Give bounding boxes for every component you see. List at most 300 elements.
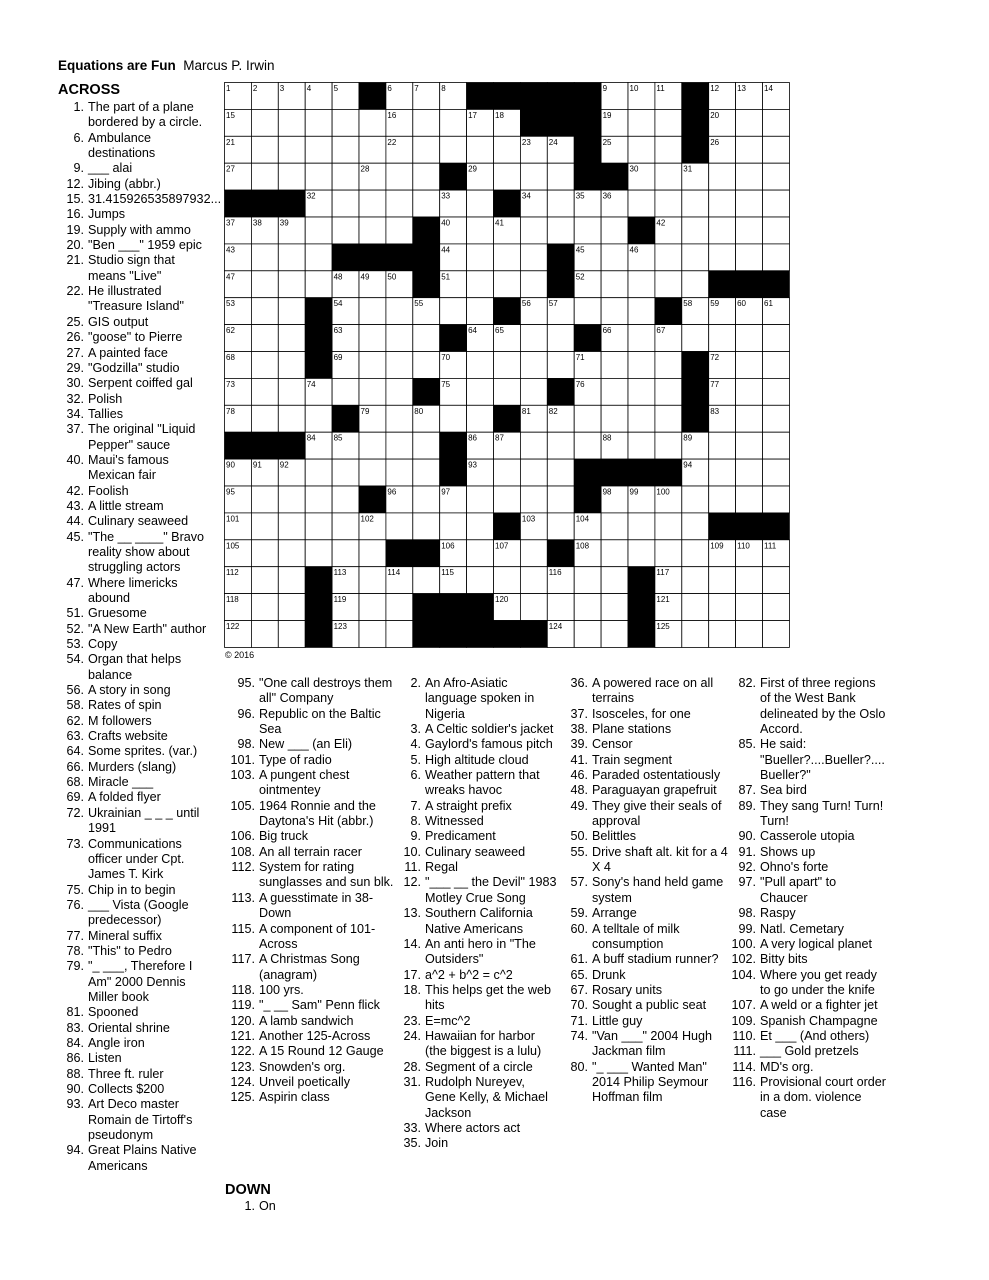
grid-cell[interactable] <box>709 432 736 459</box>
grid-cell[interactable] <box>467 405 494 432</box>
cell-number: 99 <box>629 487 639 497</box>
grid-cell[interactable] <box>467 217 494 244</box>
grid-cell[interactable] <box>332 513 359 540</box>
grid-cell[interactable] <box>601 540 628 567</box>
grid-cell[interactable] <box>736 217 763 244</box>
grid-cell[interactable] <box>494 163 521 190</box>
clue-number: 26. <box>66 330 84 345</box>
grid-cell[interactable] <box>547 352 574 379</box>
grid-cell[interactable] <box>763 325 790 352</box>
grid-cell[interactable] <box>655 405 682 432</box>
clue-number: 124. <box>230 1074 255 1089</box>
grid-cell[interactable] <box>332 109 359 136</box>
grid-cell[interactable] <box>386 459 413 486</box>
grid-cell[interactable] <box>413 432 440 459</box>
clue-text: Regal <box>425 860 458 875</box>
grid-cell[interactable] <box>278 540 305 567</box>
grid-cell[interactable] <box>305 163 332 190</box>
grid-cell[interactable] <box>682 217 709 244</box>
clue-text: "_ ___ Wanted Man" 2014 Philip Seymour Hoffman film <box>592 1059 709 1105</box>
grid-cell[interactable] <box>655 432 682 459</box>
cell-number: 14 <box>764 84 773 93</box>
grid-cell[interactable] <box>278 298 305 325</box>
grid-cell[interactable] <box>332 190 359 217</box>
grid-cell[interactable] <box>359 567 386 594</box>
grid-cell[interactable] <box>467 190 494 217</box>
grid-cell[interactable] <box>467 352 494 379</box>
grid-cell[interactable] <box>682 486 709 513</box>
clue-item <box>58 161 214 176</box>
grid-cell[interactable] <box>628 352 655 379</box>
grid-cell[interactable] <box>520 594 547 621</box>
block-cell <box>251 190 278 217</box>
clue-number: 69. <box>66 790 84 805</box>
clue-number: 93. <box>66 1097 84 1112</box>
grid-cell[interactable] <box>520 540 547 567</box>
grid-cell[interactable] <box>440 298 467 325</box>
grid-cell[interactable] <box>440 405 467 432</box>
block-cell <box>547 244 574 271</box>
grid-cell[interactable] <box>547 432 574 459</box>
grid-cell[interactable] <box>736 405 763 432</box>
grid-cell[interactable] <box>278 378 305 405</box>
grid-cell[interactable] <box>655 136 682 163</box>
grid-cell[interactable] <box>278 109 305 136</box>
grid-cell[interactable] <box>413 352 440 379</box>
cell-number: 35 <box>575 191 585 201</box>
grid-cell[interactable] <box>494 352 521 379</box>
clue-item <box>398 860 558 875</box>
block-cell <box>440 621 467 648</box>
grid-cell[interactable] <box>467 271 494 298</box>
grid-cell[interactable] <box>413 163 440 190</box>
grid-cell[interactable] <box>332 378 359 405</box>
clue-number: 79. <box>66 959 84 974</box>
grid-cell[interactable] <box>278 244 305 271</box>
clue-text: "Godzilla" studio <box>88 360 180 375</box>
grid-cell[interactable] <box>305 136 332 163</box>
grid-cell[interactable] <box>763 621 790 648</box>
grid-cell[interactable] <box>520 352 547 379</box>
grid-cell[interactable] <box>251 298 278 325</box>
grid-cell[interactable] <box>305 459 332 486</box>
clue-item <box>566 875 728 906</box>
cell-number: 83 <box>710 406 720 416</box>
grid-cell[interactable] <box>251 109 278 136</box>
grid-cell[interactable] <box>520 271 547 298</box>
grid-cell[interactable] <box>251 594 278 621</box>
grid-cell[interactable] <box>413 486 440 513</box>
grid-cell[interactable] <box>628 136 655 163</box>
grid-cell[interactable] <box>278 486 305 513</box>
grid-cell[interactable] <box>763 109 790 136</box>
grid-cell[interactable] <box>278 594 305 621</box>
grid-cell[interactable] <box>494 271 521 298</box>
grid-cell[interactable] <box>655 352 682 379</box>
grid-cell[interactable] <box>305 217 332 244</box>
grid-cell[interactable] <box>574 594 601 621</box>
grid-cell[interactable] <box>305 513 332 540</box>
grid-cell[interactable] <box>601 352 628 379</box>
grid-cell[interactable] <box>547 217 574 244</box>
grid-cell[interactable] <box>413 325 440 352</box>
grid-cell[interactable] <box>332 540 359 567</box>
grid-cell[interactable] <box>736 352 763 379</box>
grid-cell[interactable] <box>547 325 574 352</box>
grid-cell[interactable] <box>709 621 736 648</box>
grid-cell[interactable] <box>520 378 547 405</box>
clue-number: 67. <box>570 982 588 997</box>
grid-cell[interactable] <box>251 325 278 352</box>
block-cell <box>440 459 467 486</box>
grid-cell[interactable] <box>628 378 655 405</box>
grid-cell[interactable] <box>601 298 628 325</box>
grid-cell[interactable] <box>413 190 440 217</box>
grid-cell[interactable] <box>251 163 278 190</box>
clue-item <box>398 768 558 799</box>
grid-cell[interactable] <box>709 217 736 244</box>
grid-cell[interactable] <box>413 459 440 486</box>
grid-cell[interactable] <box>655 378 682 405</box>
clue-text: Hawaiian for harbor (the biggest is a lulu) <box>425 1028 542 1059</box>
grid-cell[interactable] <box>278 163 305 190</box>
grid-cell[interactable] <box>547 459 574 486</box>
clue-text: Censor <box>592 737 633 752</box>
clue-text: Spooned <box>88 1005 139 1020</box>
grid-cell[interactable] <box>628 405 655 432</box>
grid-cell[interactable] <box>763 217 790 244</box>
grid-cell[interactable] <box>386 594 413 621</box>
clue-text: Miracle ___ <box>88 775 154 790</box>
grid-cell[interactable] <box>386 217 413 244</box>
grid-cell[interactable] <box>494 459 521 486</box>
grid-cell[interactable] <box>467 540 494 567</box>
grid-cell[interactable] <box>278 325 305 352</box>
grid-cell[interactable] <box>601 405 628 432</box>
grid-cell[interactable] <box>251 486 278 513</box>
cell-number: 110 <box>737 541 750 551</box>
grid-cell[interactable] <box>386 405 413 432</box>
grid-cell[interactable] <box>305 540 332 567</box>
grid-cell[interactable] <box>467 244 494 271</box>
grid-cell[interactable] <box>601 621 628 648</box>
grid-cell[interactable] <box>520 244 547 271</box>
grid-cell[interactable] <box>736 109 763 136</box>
grid-cell[interactable] <box>467 567 494 594</box>
grid-cell[interactable] <box>709 459 736 486</box>
grid-cell[interactable] <box>359 594 386 621</box>
grid-cell[interactable] <box>628 109 655 136</box>
grid-cell[interactable] <box>682 594 709 621</box>
grid-cell[interactable] <box>736 378 763 405</box>
block-cell <box>547 540 574 567</box>
grid-cell[interactable] <box>709 325 736 352</box>
clue-number: 77. <box>66 928 84 943</box>
grid-cell[interactable] <box>413 567 440 594</box>
grid-cell[interactable] <box>763 352 790 379</box>
block-cell <box>574 83 601 110</box>
clue-text: Gruesome <box>88 606 147 621</box>
grid-cell[interactable] <box>628 325 655 352</box>
grid-cell[interactable] <box>520 567 547 594</box>
grid-cell[interactable] <box>655 513 682 540</box>
grid-cell[interactable] <box>386 513 413 540</box>
grid-cell[interactable] <box>682 621 709 648</box>
grid-cell[interactable] <box>278 352 305 379</box>
grid-cell[interactable] <box>601 567 628 594</box>
grid-cell[interactable] <box>251 378 278 405</box>
grid-cell[interactable] <box>359 325 386 352</box>
grid-cell[interactable] <box>467 378 494 405</box>
grid-cell[interactable] <box>440 109 467 136</box>
grid-cell[interactable] <box>251 136 278 163</box>
clue-item <box>58 760 214 775</box>
grid-cell[interactable] <box>628 540 655 567</box>
grid-cell[interactable] <box>628 513 655 540</box>
grid-cell[interactable] <box>251 352 278 379</box>
grid-cell[interactable] <box>547 163 574 190</box>
clue-number: 18. <box>403 982 421 997</box>
grid-cell[interactable] <box>305 271 332 298</box>
grid-cell[interactable] <box>494 567 521 594</box>
grid-cell[interactable] <box>547 594 574 621</box>
grid-cell[interactable] <box>440 513 467 540</box>
clue-text: The part of a plane bordered by a circle. <box>88 100 203 130</box>
clue-item <box>58 238 214 253</box>
grid-cell[interactable] <box>494 136 521 163</box>
cell-number: 23 <box>521 137 531 147</box>
grid-cell[interactable] <box>709 244 736 271</box>
grid-cell[interactable] <box>520 325 547 352</box>
grid-cell[interactable] <box>359 459 386 486</box>
grid-cell[interactable] <box>736 567 763 594</box>
block-cell <box>225 190 252 217</box>
clue-text: Culinary seaweed <box>425 844 526 859</box>
grid-cell[interactable] <box>332 217 359 244</box>
grid-cell[interactable] <box>709 567 736 594</box>
grid-cell[interactable] <box>440 136 467 163</box>
grid-cell[interactable] <box>601 244 628 271</box>
grid-cell[interactable] <box>763 594 790 621</box>
grid-cell[interactable] <box>332 163 359 190</box>
grid-cell[interactable] <box>359 378 386 405</box>
grid-cell[interactable] <box>682 513 709 540</box>
grid-cell[interactable] <box>305 109 332 136</box>
cell-number: 64 <box>468 326 478 336</box>
grid-cell[interactable] <box>359 298 386 325</box>
grid-cell[interactable] <box>386 378 413 405</box>
grid-cell[interactable] <box>278 136 305 163</box>
grid-cell[interactable] <box>520 459 547 486</box>
grid-cell[interactable] <box>736 594 763 621</box>
grid-cell[interactable] <box>709 163 736 190</box>
grid-cell[interactable] <box>278 621 305 648</box>
grid-cell[interactable] <box>359 190 386 217</box>
grid-cell[interactable] <box>359 540 386 567</box>
cell-number: 80 <box>414 406 424 416</box>
grid-cell[interactable] <box>251 271 278 298</box>
grid-cell[interactable] <box>682 567 709 594</box>
grid-cell[interactable] <box>305 405 332 432</box>
grid-cell[interactable] <box>736 432 763 459</box>
clue-number: 24. <box>403 1028 421 1043</box>
grid-cell[interactable] <box>709 486 736 513</box>
grid-cell[interactable] <box>763 190 790 217</box>
clue-number: 59. <box>570 906 588 921</box>
grid-cell[interactable] <box>386 352 413 379</box>
grid-cell[interactable] <box>574 567 601 594</box>
grid-cell[interactable] <box>763 244 790 271</box>
clue-text: On <box>259 1199 276 1213</box>
grid-cell[interactable] <box>359 621 386 648</box>
grid-cell[interactable] <box>655 540 682 567</box>
grid-cell[interactable] <box>601 378 628 405</box>
grid-cell[interactable] <box>763 459 790 486</box>
clue-item <box>58 929 214 944</box>
clue-item <box>398 722 558 737</box>
grid-cell[interactable] <box>386 621 413 648</box>
grid-cell[interactable] <box>655 244 682 271</box>
grid-cell[interactable] <box>467 136 494 163</box>
grid-cell[interactable] <box>520 486 547 513</box>
grid-cell[interactable] <box>682 190 709 217</box>
grid-cell[interactable] <box>763 486 790 513</box>
grid-cell[interactable] <box>736 244 763 271</box>
grid-cell[interactable] <box>763 378 790 405</box>
grid-cell[interactable] <box>682 540 709 567</box>
grid-cell[interactable] <box>278 513 305 540</box>
grid-cell[interactable] <box>682 244 709 271</box>
grid-cell[interactable] <box>655 163 682 190</box>
grid-cell[interactable] <box>655 190 682 217</box>
clue-number: 36. <box>570 676 588 690</box>
grid-cell[interactable] <box>332 486 359 513</box>
grid-cell[interactable] <box>628 190 655 217</box>
grid-cell[interactable] <box>547 190 574 217</box>
grid-cell[interactable] <box>763 163 790 190</box>
clue-number: 83. <box>66 1020 84 1035</box>
grid-cell[interactable] <box>601 594 628 621</box>
grid-cell[interactable] <box>574 432 601 459</box>
clue-number: 7. <box>410 798 421 813</box>
block-cell <box>359 244 386 271</box>
clue-item <box>58 315 214 330</box>
grid-cell[interactable] <box>520 163 547 190</box>
grid-cell[interactable] <box>386 163 413 190</box>
grid-cell[interactable] <box>251 405 278 432</box>
grid-cell[interactable] <box>278 405 305 432</box>
clue-number: 55. <box>570 844 588 859</box>
grid-cell[interactable] <box>763 136 790 163</box>
grid-cell[interactable] <box>682 325 709 352</box>
grid-cell[interactable] <box>359 109 386 136</box>
grid-cell[interactable] <box>628 271 655 298</box>
grid-cell[interactable] <box>386 190 413 217</box>
grid-cell[interactable] <box>386 325 413 352</box>
cell-number: 90 <box>226 460 235 470</box>
grid-cell[interactable] <box>628 298 655 325</box>
grid-cell[interactable] <box>278 567 305 594</box>
grid-cell[interactable] <box>736 136 763 163</box>
grid-cell[interactable] <box>601 513 628 540</box>
grid-cell[interactable] <box>413 136 440 163</box>
grid-cell[interactable] <box>494 486 521 513</box>
grid-cell[interactable] <box>494 378 521 405</box>
cell-number: 84 <box>306 433 316 443</box>
grid-cell[interactable] <box>251 567 278 594</box>
grid-cell[interactable] <box>359 352 386 379</box>
grid-cell[interactable] <box>574 217 601 244</box>
clue-item <box>726 875 886 906</box>
grid-cell[interactable] <box>305 486 332 513</box>
grid-cell[interactable] <box>251 244 278 271</box>
grid-cell[interactable] <box>736 190 763 217</box>
clue-text: ___ Vista (Google predecessor) <box>88 897 189 928</box>
clue-number: 66. <box>66 759 84 774</box>
grid-cell[interactable] <box>467 486 494 513</box>
grid-cell[interactable] <box>413 109 440 136</box>
grid-cell[interactable] <box>601 271 628 298</box>
grid-cell[interactable] <box>332 136 359 163</box>
grid-cell[interactable] <box>494 244 521 271</box>
grid-cell[interactable] <box>278 271 305 298</box>
grid-cell[interactable] <box>305 244 332 271</box>
grid-cell[interactable] <box>467 298 494 325</box>
grid-cell[interactable] <box>413 513 440 540</box>
grid-cell[interactable] <box>628 432 655 459</box>
grid-cell[interactable] <box>547 486 574 513</box>
clue-item <box>398 937 558 968</box>
grid-cell[interactable] <box>332 459 359 486</box>
grid-cell[interactable] <box>601 217 628 244</box>
grid-cell[interactable] <box>251 540 278 567</box>
grid-cell[interactable] <box>520 432 547 459</box>
grid-cell[interactable] <box>763 432 790 459</box>
block-cell <box>574 459 601 486</box>
grid-cell[interactable] <box>655 109 682 136</box>
grid-cell[interactable] <box>709 594 736 621</box>
grid-cell[interactable] <box>386 298 413 325</box>
grid-cell[interactable] <box>359 432 386 459</box>
grid-cell[interactable] <box>574 405 601 432</box>
grid-cell[interactable] <box>251 513 278 540</box>
grid-cell[interactable] <box>520 217 547 244</box>
clue-item <box>225 860 395 891</box>
grid-cell[interactable] <box>736 163 763 190</box>
clue-item <box>726 922 886 937</box>
clue-item <box>398 737 558 752</box>
grid-cell[interactable] <box>709 190 736 217</box>
grid-cell[interactable] <box>467 513 494 540</box>
grid-cell[interactable] <box>359 136 386 163</box>
grid-cell[interactable] <box>547 513 574 540</box>
grid-cell[interactable] <box>574 298 601 325</box>
grid-cell[interactable] <box>763 567 790 594</box>
grid-cell[interactable] <box>574 621 601 648</box>
grid-cell[interactable] <box>763 405 790 432</box>
grid-cell[interactable] <box>736 325 763 352</box>
grid-cell[interactable] <box>386 432 413 459</box>
grid-cell[interactable] <box>251 621 278 648</box>
grid-cell[interactable] <box>682 271 709 298</box>
grid-cell[interactable] <box>736 486 763 513</box>
grid-cell[interactable] <box>736 459 763 486</box>
clue-number: 81. <box>66 1005 84 1020</box>
clue-item <box>726 906 886 921</box>
grid-cell[interactable] <box>359 217 386 244</box>
grid-cell[interactable] <box>655 271 682 298</box>
grid-cell[interactable] <box>736 621 763 648</box>
